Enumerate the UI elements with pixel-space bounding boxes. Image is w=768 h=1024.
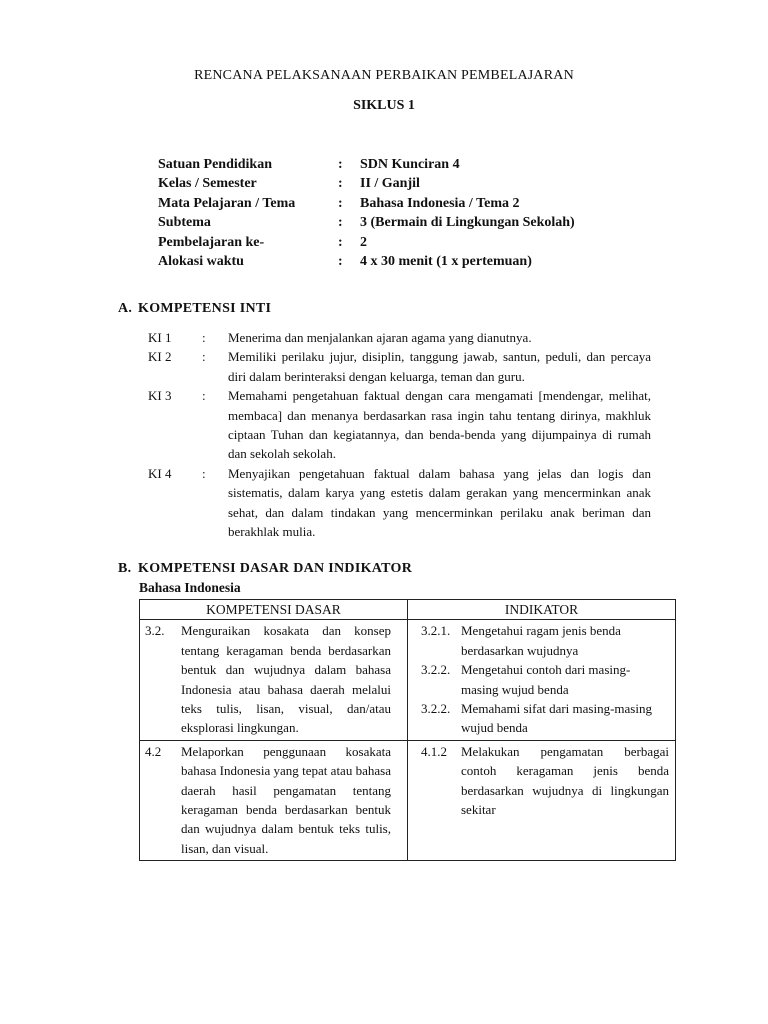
info-row: [158, 213, 720, 232]
ki-id: KI 1: [148, 330, 172, 345]
info-colon: :: [338, 176, 343, 192]
section-heading-a: [118, 301, 271, 317]
indicator-number: 4.1.2: [421, 743, 447, 759]
section-heading-b: [118, 561, 412, 577]
info-value: SDN Kunciran 4: [360, 157, 460, 172]
indicator-item: [421, 621, 670, 660]
section-letter: B.: [118, 561, 132, 576]
kd-text: Menguraikan kosakata dan konsep tentang keragaman benda berdasarkan bentuk dan wujudnya dalam bahasa Indonesia atau bahasa daerah melalui teks tulis, lisan, visual, dan/atau eksplorasi lingkungan.: [181, 623, 391, 736]
header-kompetensi-dasar: KOMPETENSI DASAR: [140, 600, 408, 620]
section-title: KOMPETENSI INTI: [138, 301, 272, 316]
info-colon: :: [338, 157, 343, 172]
ki-id: KI 4: [148, 465, 172, 481]
section-title: KOMPETENSI DASAR DAN INDIKATOR: [138, 561, 413, 576]
ki-id: KI 3: [148, 388, 172, 404]
table-row: [140, 620, 676, 740]
ki-colon: :: [202, 388, 206, 404]
indicator-item: [421, 742, 670, 820]
info-label: Alokasi waktu: [158, 253, 244, 269]
indicator-cell: [408, 620, 676, 740]
indicator-number: 3.2.2.: [421, 662, 451, 678]
header-indikator: INDIKATOR: [408, 600, 676, 620]
info-row: [158, 194, 720, 213]
ki-list: [148, 328, 651, 541]
kd-text: Melaporkan penggunaan kosakata bahasa Indonesia yang tepat atau bahasa daerah hasil pengamatan tentang keragaman benda berdasarkan bentuk dan wujudnya dalam bentuk teks tulis, lisan, dan visual.: [181, 743, 391, 856]
kd-number: 4.2: [145, 743, 162, 759]
info-value: II / Ganjil: [360, 176, 420, 192]
kd-entry: [145, 621, 402, 737]
ki-text: Menerima dan menjalankan ajaran agama yang dianutnya.: [228, 330, 532, 345]
info-label: Kelas / Semester: [158, 176, 257, 192]
competency-table: [139, 599, 676, 861]
page-title: RENCANA PELAKSANAAN PERBAIKAN PEMBELAJARAN: [194, 68, 574, 83]
info-row: [158, 233, 720, 252]
kd-entry: [145, 742, 402, 858]
info-label: Satuan Pendidikan: [158, 157, 272, 172]
info-label: Mata Pelajaran / Tema: [158, 195, 296, 211]
info-row: [158, 174, 720, 193]
table-row: [140, 740, 676, 860]
ki-colon: :: [202, 465, 206, 481]
indicator-text: Mengetahui contoh dari masing-masing wujud benda: [461, 662, 631, 697]
ki-colon: :: [202, 349, 206, 365]
subject-label: Bahasa Indonesia: [139, 580, 241, 595]
info-colon: :: [338, 253, 343, 269]
info-row: [158, 155, 720, 174]
info-value: 4 x 30 menit (1 x pertemuan): [360, 253, 532, 269]
kd-cell: [140, 740, 408, 860]
info-block: [158, 155, 720, 271]
ki-id: KI 2: [148, 349, 172, 365]
ki-colon: :: [202, 330, 206, 345]
info-value: Bahasa Indonesia / Tema 2: [360, 195, 520, 211]
info-value: 2: [360, 234, 367, 250]
info-value: 3 (Bermain di Lingkungan Sekolah): [360, 215, 575, 231]
ki-item: [148, 464, 651, 542]
ki-text: Menyajikan pengetahuan faktual dalam bahasa yang jelas dan logis dan sistematis, dalam karya yang estetis dalam gerakan yang mencerminkan anak sehat, dan dalam tindakan yang mencerminkan perilaku anak beriman dan berakhlak mulia.: [228, 465, 651, 540]
info-colon: :: [338, 234, 343, 250]
info-colon: :: [338, 215, 343, 231]
kd-cell: [140, 620, 408, 740]
ki-item: [148, 386, 651, 464]
info-label: Pembelajaran ke-: [158, 234, 265, 250]
table-header-row: [140, 600, 676, 620]
section-letter: A.: [118, 301, 133, 316]
indicator-item: [421, 660, 670, 699]
indicator-number: 3.2.1.: [421, 623, 451, 639]
info-colon: :: [338, 195, 343, 211]
indicator-item: [421, 699, 670, 738]
indicator-cell: [408, 740, 676, 860]
info-label: Subtema: [158, 215, 211, 231]
kd-number: 3.2.: [145, 623, 165, 639]
ki-text: Memahami pengetahuan faktual dengan cara mengamati [mendengar, melihat, membaca] dan menanya berdasarkan rasa ingin tahu tentang dirinya, makhluk ciptaan Tuhan dan kegiatannya, dan benda-benda yang dijumpainya di rumah dan sekolah sekolah.: [228, 388, 651, 462]
indicator-text: Mengetahui ragam jenis benda berdasarkan wujudnya: [461, 623, 621, 658]
ki-item: [148, 328, 651, 347]
info-row: [158, 252, 720, 271]
ki-text: Memiliki perilaku jujur, disiplin, tanggung jawab, santun, peduli, dan percaya diri dalam berinteraksi dengan keluarga, teman dan guru.: [228, 349, 651, 384]
cycle-title: SIKLUS 1: [353, 98, 415, 113]
indicator-number: 3.2.2.: [421, 701, 451, 717]
ki-item: [148, 347, 651, 386]
indicator-text: Melakukan pengamatan berbagai contoh keragaman jenis benda berdasarkan wujudnya di lingkungan sekitar: [461, 743, 669, 818]
indicator-text: Memahami sifat dari masing-masing wujud benda: [461, 701, 652, 736]
